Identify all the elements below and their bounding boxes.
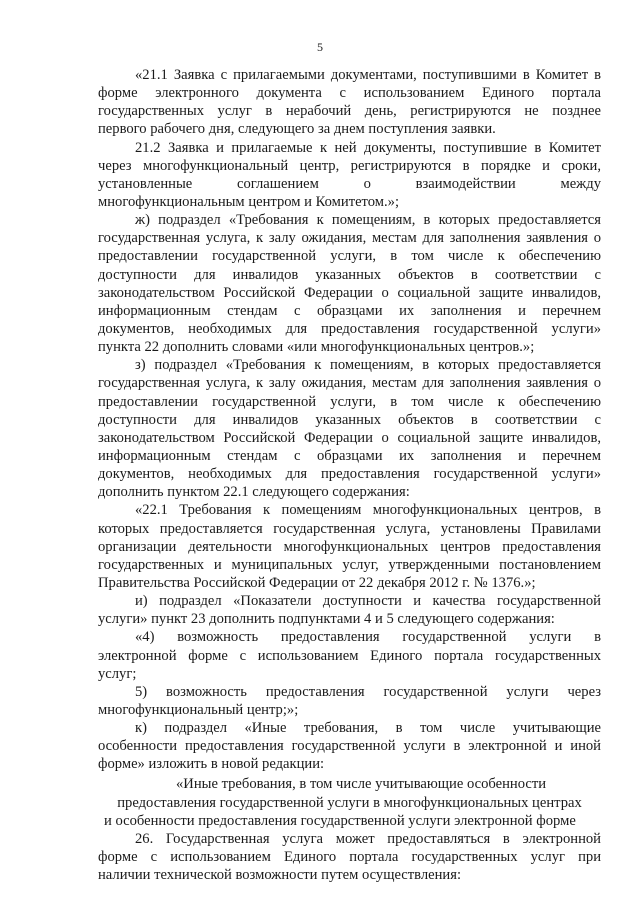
text-line: организации деятельности многофункциональных центров предоставления xyxy=(98,538,601,555)
text-line: форме электронного документа с использованием Единого портала xyxy=(98,85,601,102)
text-line: к) подраздел «Иные требования, в том числе учитывающие xyxy=(135,720,601,737)
text-line: законодательством Российской Федерации о социальной защите инвалидов, xyxy=(98,429,601,446)
text-line: и) подраздел «Показатели доступности и качества государственной xyxy=(135,593,601,610)
document-body xyxy=(98,66,601,884)
text-line: документов, необходимых для предоставления государственной услуги» xyxy=(98,466,601,483)
text-line: особенности предоставления государственной услуги в электронной и иной xyxy=(98,738,601,755)
text-line: 26. Государственная услуга может предоставляться в электронной xyxy=(135,830,601,847)
text-line: пункта 22 дополнить словами «или многофункциональных центров.»; xyxy=(98,339,535,356)
text-line: услуг; xyxy=(98,665,137,682)
text-line: которых предоставляется государственная услуга, установлены Правилами xyxy=(98,520,601,537)
text-line: «22.1 Требования к помещениям многофункциональных центров, в xyxy=(135,502,601,519)
text-line: законодательством Российской Федерации о социальной защите инвалидов, xyxy=(98,284,601,301)
text-line: предоставлении государственной услуги, в том числе к обеспечению xyxy=(98,393,601,410)
text-line: установленные соглашением о взаимодействии между xyxy=(98,175,601,192)
text-line: дополнить пунктом 22.1 следующего содержания: xyxy=(98,484,410,501)
text-line: доступности для инвалидов указанных объектов в соответствии с xyxy=(98,266,601,283)
text-line: 21.2 Заявка и прилагаемые к ней документы, поступившие в Комитет xyxy=(135,139,601,156)
text-line: ж) подраздел «Требования к помещениям, в которых предоставляется xyxy=(135,212,601,229)
section-heading-line: и особенности предоставления государственной услуги электронной форме xyxy=(104,812,576,829)
text-line: электронной форме с использованием Единого портала государственных xyxy=(98,647,601,664)
text-line: многофункциональным центром и Комитетом.»; xyxy=(98,193,399,210)
text-line: государственных услуг в нерабочий день, регистрируются не позднее xyxy=(98,103,601,120)
text-line: форме» изложить в новой редакции: xyxy=(98,756,325,773)
text-line: документов, необходимых для предоставления государственной услуги» xyxy=(98,320,601,337)
text-line: предоставлении государственной услуги, в том числе к обеспечению xyxy=(98,248,601,265)
text-line: услуги» пункт 23 дополнить подпунктами 4 и 5 следующего содержания: xyxy=(98,611,555,628)
text-line: «4) возможность предоставления государственной услуги в xyxy=(135,629,601,646)
text-line: первого рабочего дня, следующего за днем поступления заявки. xyxy=(98,121,496,138)
text-line: «21.1 Заявка с прилагаемыми документами, поступившими в Комитет в xyxy=(135,67,601,83)
text-line: государственная услуга, к залу ожидания, местам для заполнения заявления о xyxy=(98,230,601,247)
text-line: 5) возможность предоставления государственной услуги через xyxy=(135,683,601,700)
text-line: государственная услуга, к залу ожидания, местам для заполнения заявления о xyxy=(98,375,601,392)
text-line: государственных и муниципальных услуг, утвержденными постановлением xyxy=(98,556,601,573)
text-line: доступности для инвалидов указанных объектов в соответствии с xyxy=(98,411,601,428)
text-line: через многофункциональный центр, регистрируются в порядке и сроки, xyxy=(98,157,601,174)
text-line: Правительства Российской Федерации от 22 декабря 2012 г. № 1376.»; xyxy=(98,574,536,591)
text-line: наличии технической возможности путем осуществления: xyxy=(98,867,462,884)
text-line: з) подраздел «Требования к помещениям, в которых предоставляется xyxy=(135,357,601,374)
section-heading-line: предоставления государственной услуги в многофункциональных центрах xyxy=(117,794,582,811)
text-line: многофункциональный центр;»; xyxy=(98,701,299,718)
text-line: форме с использованием Единого портала государственных услуг при xyxy=(98,849,601,866)
page-number: 5 xyxy=(317,40,323,54)
section-heading-line: «Иные требования, в том числе учитывающие особенности xyxy=(176,776,547,793)
text-line: информационным стендам с образцами их заполнения и перечнем xyxy=(98,447,601,464)
text-line: информационным стендам с образцами их заполнения и перечнем xyxy=(98,302,601,319)
